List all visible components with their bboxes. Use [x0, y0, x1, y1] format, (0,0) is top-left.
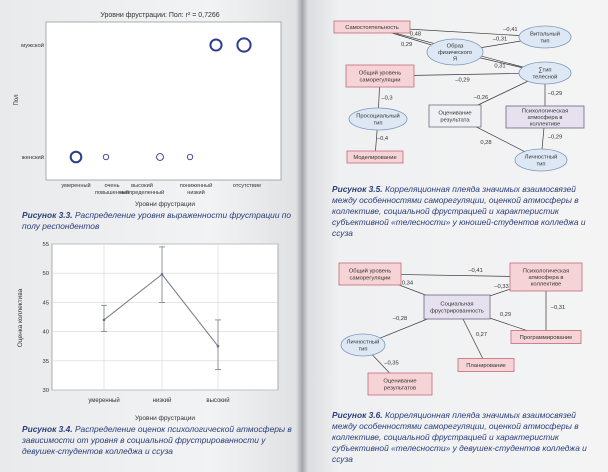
graph-node-label: результатов: [383, 385, 417, 392]
graph-node-label: тип: [373, 120, 383, 127]
fig34-y-axis-label: Оценка коллектива: [17, 288, 24, 348]
fig33-caption-number: Рисунок 3.3.: [22, 210, 73, 220]
graph-node-label: коллективе: [530, 281, 562, 288]
graph-edge-weight: –0,35: [384, 360, 399, 367]
graph-node-label: Самостоятельность: [345, 25, 399, 32]
graph-edge-weight: –0,29: [547, 134, 563, 141]
fig33-title: Уровни фрустрации: Пол: r² = 0,7266: [100, 12, 220, 19]
graph-node-label: Психологическая: [522, 268, 570, 275]
graph-edge-weight: –0,28: [392, 316, 408, 322]
fig33-x-tick-label: неопределенный: [119, 190, 165, 196]
graph-node-label: тип: [536, 161, 546, 168]
fig34-x-tick-label: умеренный: [88, 398, 120, 404]
graph-node-label: Общий уровень: [358, 70, 402, 77]
fig34-x-tick-label: низкий: [152, 398, 172, 404]
fig36-caption-number: Рисунок 3.6.: [332, 410, 383, 420]
graph-node-label: Психологическая: [521, 108, 569, 115]
graph-edge-weight: –0,29: [455, 77, 470, 84]
graph-node-label: фрустрированность: [430, 308, 484, 315]
graph-node-label: ∑тип: [538, 67, 552, 74]
fig34-y-tick-label: 40: [42, 329, 49, 336]
graph-node-label: тип: [540, 38, 550, 45]
graph-node-label: саморегуляции: [359, 77, 401, 84]
fig33-caption-text: Распределение уровня выраженности фрустрации по полу респондентов: [22, 210, 292, 231]
fig34-y-tick-label: 35: [42, 358, 49, 365]
fig33-x-tick-label: пониженный: [179, 183, 213, 189]
fig34-y-tick-label: 50: [42, 271, 49, 278]
graph-edge-weight: –0,26: [473, 94, 489, 101]
graph-edge-weight: –0,41: [503, 27, 518, 33]
graph-node-label: Личностный: [346, 339, 380, 346]
fig35-caption-text: Корреляционная плеяда значимых взаимосвязей между особенностями саморегуляции, оценкой атмосферы в коллективе, социальной фрустрацией и характеристик субъективной «телесности» у юношей-студентов колледжа и ссуза: [332, 184, 586, 238]
graph-node-label: телесной: [532, 74, 558, 81]
fig34-y-tick-label: 45: [42, 300, 49, 307]
graph-node-label: тип: [358, 346, 368, 353]
fig33-x-axis-label: Уровни фрустрации: [134, 201, 196, 208]
graph36: [339, 263, 582, 395]
fig33-y-axis-label: Пол: [14, 94, 20, 106]
graph-node-label: Социальная: [440, 301, 474, 308]
fig34-y-tick-label: 30: [42, 388, 49, 394]
fig33-y-tick-label: мужской: [21, 43, 44, 49]
graph-node-label: Оценивание: [438, 110, 472, 117]
graph-node-label: коллективе: [529, 121, 561, 128]
fig34-x-axis-label: Уровни фрустрации: [134, 415, 196, 422]
fig36-caption-text: Корреляционная плеяда значимых взаимосвязей между особенностями саморегуляции, оценкой атмосферы в коллективе, социальной фрустрацией и характеристик субъективной «телесности» у девушек-студентов колледжа и ссуза: [332, 410, 587, 464]
fig36-caption: [332, 410, 600, 465]
graph-edge-weight: –0,3: [381, 95, 393, 102]
graph-edge-weight: –0,29: [547, 91, 563, 97]
graph-edge-weight: –0,31: [550, 305, 566, 311]
graph-edge-weight: 0,29: [400, 42, 413, 49]
graph-node-label: Личностный: [524, 154, 558, 161]
graph-edge-weight: 0,34: [401, 280, 414, 287]
graph-node-label: физического: [437, 50, 473, 57]
fig34-x-tick-label: высокий: [206, 398, 230, 404]
graph-node-label: атмосфера в: [528, 275, 564, 282]
graph-node-label: Витальный: [530, 31, 560, 38]
fig34-caption-text: Распределение оценок психологической атмосферы в зависимости от уровня в социальной фрустрированности у девушек-студентов колледжа и ссуза: [22, 424, 292, 456]
graph-node-label: Оценивание: [383, 378, 417, 385]
graph-edge-weight: –0,31: [492, 36, 508, 43]
graph-node-label: Я: [452, 56, 458, 63]
graph-edge-weight: 0,27: [475, 332, 488, 338]
graph-edge-weight: 0,48: [409, 31, 422, 38]
graph-node-label: Просоциальный: [356, 113, 400, 120]
graph-edge-weight: –0,41: [468, 267, 483, 274]
graph-node-label: Общий уровень: [348, 268, 392, 275]
fig33-y-tick-label: женский: [21, 155, 44, 161]
fig34-y-tick-label: 55: [42, 242, 49, 248]
graph-node-label: Программирование: [519, 335, 573, 342]
graph-node-label: результата: [440, 117, 470, 124]
graph-edge-weight: –0,33: [494, 284, 509, 290]
fig35-caption-number: Рисунок 3.5.: [332, 184, 383, 194]
graph-edge-weight: 0,28: [480, 140, 492, 146]
graph-node-label: Образ: [446, 43, 464, 50]
graph-node-label: Моделирование: [353, 155, 397, 162]
fig33-x-tick-label: высокий: [131, 183, 153, 189]
fig33-x-tick-label: очень: [104, 183, 120, 189]
graph-node-label: Планирование: [466, 363, 506, 370]
graph-edge-weight: 0,29: [499, 312, 512, 318]
fig34-caption-number: Рисунок 3.4.: [22, 424, 73, 434]
graph-edge-weight: 0,31: [494, 63, 506, 70]
graph-node-label: саморегуляции: [349, 275, 391, 282]
graph-edge-weight: –0,4: [376, 136, 389, 142]
graph-node-label: атмосфера в: [527, 115, 563, 122]
fig33-x-tick-label: отсутствие: [232, 183, 262, 189]
fig33-x-tick-label: умеренный: [61, 183, 91, 189]
fig33-x-tick-label: повышенный: [94, 190, 130, 196]
fig33-x-tick-label: низкий: [187, 190, 205, 196]
g36-nodes: [339, 263, 582, 395]
